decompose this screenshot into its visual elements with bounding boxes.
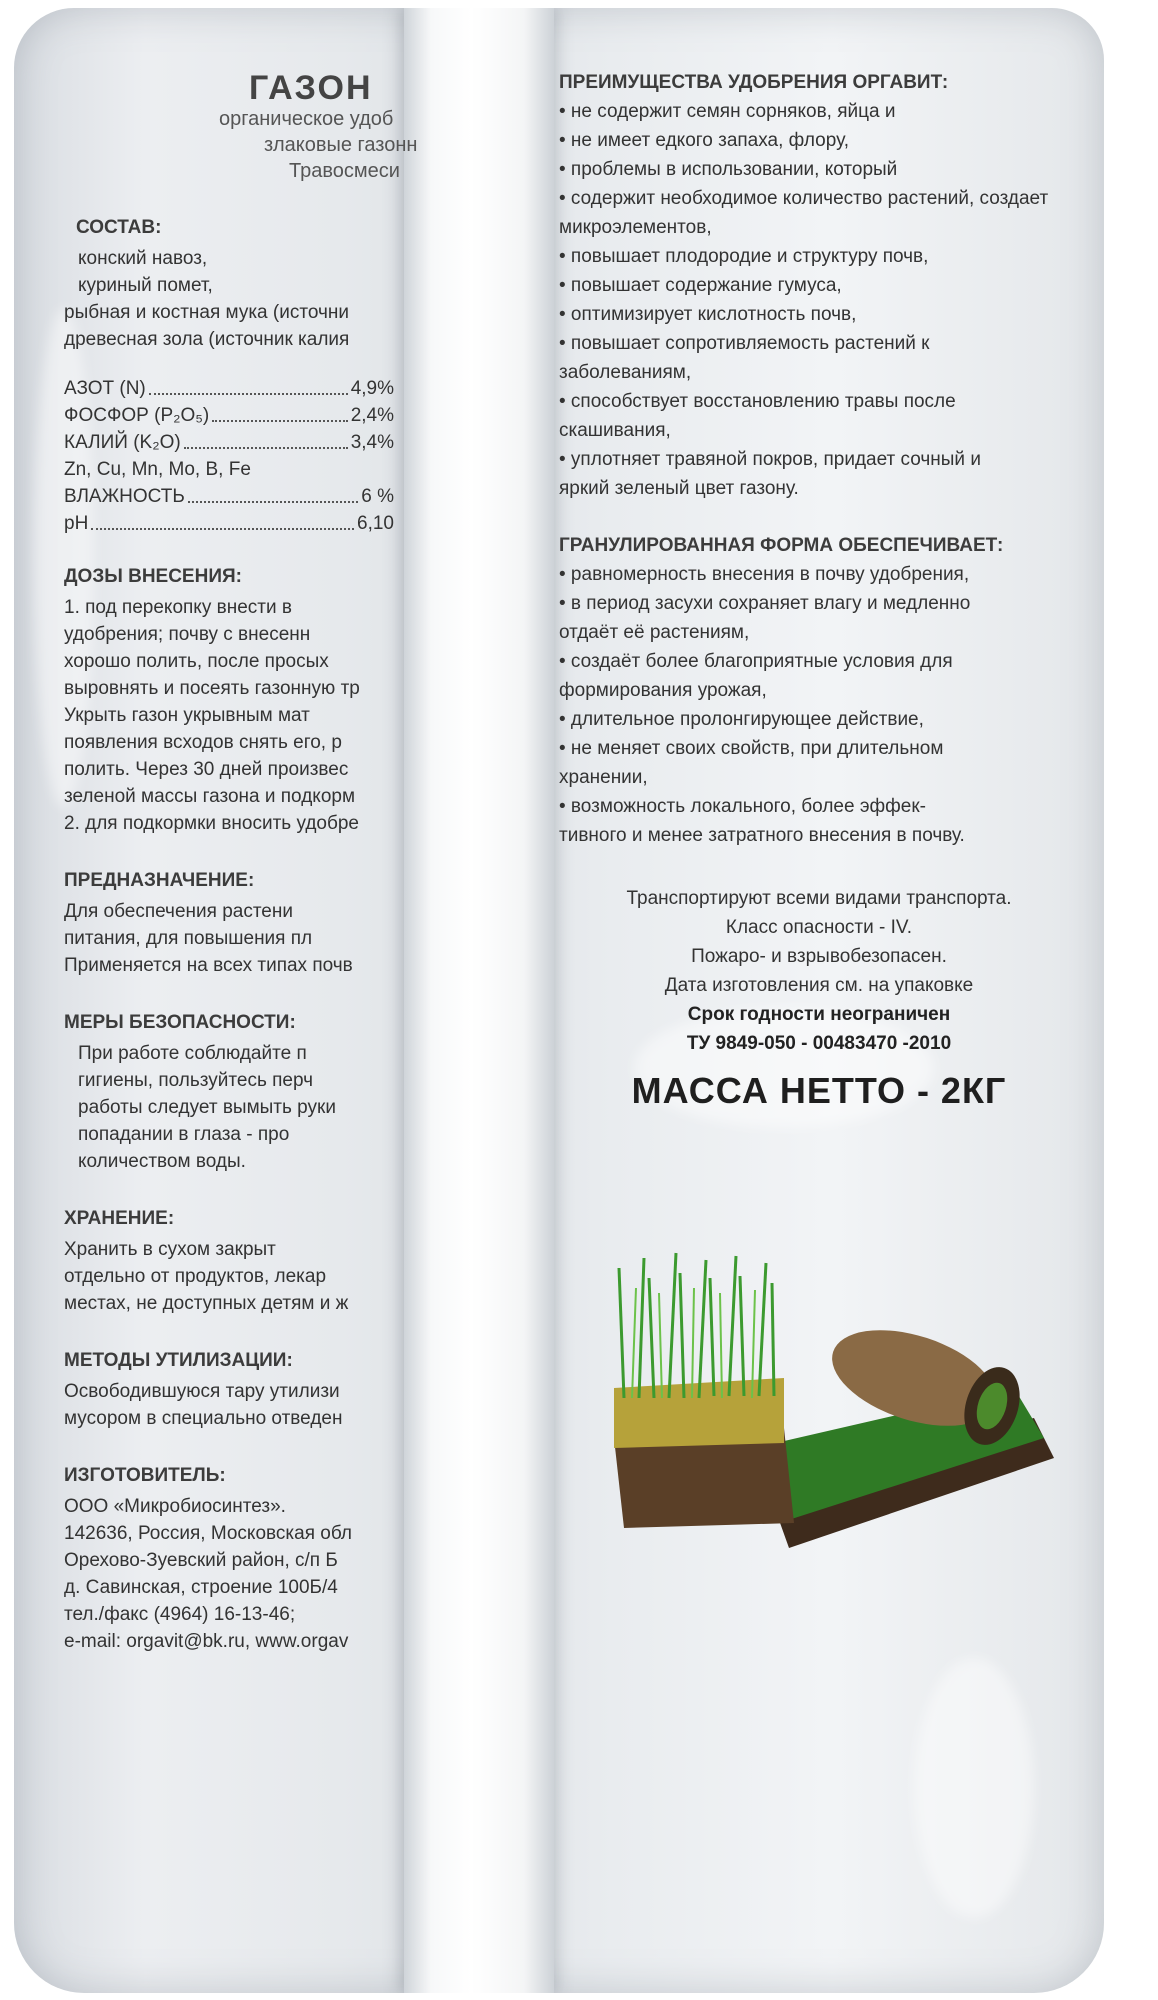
storage-heading: ХРАНЕНИЕ: — [64, 1208, 175, 1229]
doses-line: Укрыть газон укрывным мат — [64, 705, 310, 726]
bag-seam — [404, 8, 554, 1993]
manufacturer-line: 142636, Россия, Московская обл — [64, 1523, 352, 1544]
composition-item: древесная зола (источник калия — [64, 329, 350, 350]
granules-line: • не меняет своих свойств, при длительном — [559, 738, 944, 759]
disposal-heading: МЕТОДЫ УТИЛИЗАЦИИ: — [64, 1350, 293, 1371]
nutrient-value: 6 % — [361, 486, 394, 507]
advantages-line: • проблемы в использовании, который — [559, 159, 898, 180]
advantages-line: • повышает плодородие и структуру почв, — [559, 246, 929, 267]
purpose-line: Для обеспечения растени — [64, 901, 293, 922]
advantages-line: • повышает сопротивляемость растений к — [559, 333, 930, 354]
granules-line: • создаёт более благоприятные условия для — [559, 651, 953, 672]
advantages-line: • оптимизирует кислотность почв, — [559, 304, 857, 325]
doses-line: зеленой массы газона и подкорм — [64, 786, 356, 807]
advantages-heading: ПРЕИМУЩЕСТВА УДОБРЕНИЯ ОРГАВИТ: — [559, 72, 949, 93]
advantages-line: • уплотняет травяной покров, придает сочный и — [559, 449, 981, 470]
nutrient-name: КАЛИЙ (K₂O) — [64, 432, 181, 453]
manufacturer-line: тел./факс (4964) 16-13-46; — [64, 1604, 296, 1625]
product-info — [559, 884, 1079, 1111]
composition-item: куриный помет, — [78, 275, 213, 296]
storage-line: Хранить в сухом закрыт — [64, 1239, 276, 1260]
granules-line: отдаёт её растениям, — [559, 622, 750, 643]
manufacturer-line: e-mail: orgavit@bk.ru, www.orgav — [64, 1631, 349, 1652]
left-text-column — [64, 48, 418, 1655]
nutrient-name: АЗОТ (N) — [64, 378, 146, 399]
transport-text: Транспортируют всеми видами транспорта. — [626, 888, 1012, 909]
doses-line: появления всходов снять его, р — [64, 732, 342, 753]
advantages-line: • не содержит семян сорняков, яйца и — [559, 101, 896, 122]
advantages-line: • не имеет едкого запаха, флору, — [559, 130, 849, 151]
safety-line: количеством воды. — [78, 1151, 246, 1172]
nutrient-row — [64, 456, 414, 483]
granules-line: • в период засухи сохраняет влагу и медленно — [559, 593, 971, 614]
nutrient-name: Zn, Cu, Mn, Mo, B, Fe — [64, 459, 251, 480]
purpose-heading: ПРЕДНАЗНАЧЕНИЕ: — [64, 870, 255, 891]
granules-line: • длительное пролонгирующее действие, — [559, 709, 924, 730]
advantages-line: яркий зеленый цвет газону. — [559, 478, 799, 499]
advantages-line: • содержит необходимое количество растений, создает — [559, 188, 1049, 209]
granules-line: хранении, — [559, 767, 648, 788]
hazard-class: Класс опасности - IV. — [725, 917, 913, 938]
nutrient-row — [64, 429, 394, 456]
advantages-line: скашивания, — [559, 420, 671, 441]
manufacturer-heading: ИЗГОТОВИТЕЛЬ: — [64, 1465, 226, 1486]
nutrient-value: 2,4% — [350, 405, 394, 426]
advantages-line: • способствует восстановлению травы после — [559, 391, 956, 412]
storage-line: местах, не доступных детям и ж — [64, 1293, 349, 1314]
granules-line: формирования урожая, — [559, 680, 767, 701]
composition-heading: СОСТАВ: — [76, 217, 162, 238]
nutrient-name: ФОСФОР (P₂O₅) — [64, 405, 210, 426]
advantages-line: заболеваниям, — [559, 362, 692, 383]
safety-line: гигиены, пользуйтесь перч — [78, 1070, 314, 1091]
disposal-line: мусором в специально отведен — [64, 1408, 343, 1429]
manufacturer-line: Орехово-Зуевский район, с/п Б — [64, 1550, 338, 1571]
purpose-line: питания, для повышения пл — [64, 928, 313, 949]
nutrient-row — [64, 402, 394, 429]
doses-line: удобрения; почву с внесенн — [64, 624, 311, 645]
safety-line: попадании в глаза - про — [78, 1124, 290, 1145]
granules-line: • равномерность внесения в почву удобрения, — [559, 564, 970, 585]
nutrient-value: 3,4% — [350, 432, 394, 453]
disposal-line: Освободившуюся тару утилизи — [64, 1381, 340, 1402]
manufacture-date: Дата изготовления см. на упаковке — [664, 975, 974, 996]
doses-line: полить. Через 30 дней произвес — [64, 759, 349, 780]
doses-line: 1. под перекопку внести в — [64, 597, 292, 618]
safety-line: работы следует вымыть руки — [78, 1097, 336, 1118]
doses-heading: ДОЗЫ ВНЕСЕНИЯ: — [64, 566, 242, 587]
advantages-line: • повышает содержание гумуса, — [559, 275, 842, 296]
doses-line: 2. для подкормки вносить удобре — [64, 813, 360, 834]
granules-line: • возможность локального, более эффек- — [559, 796, 926, 817]
fire-safety: Пожаро- и взрывобезопасен. — [691, 946, 947, 967]
nutrient-name: ВЛАЖНОСТЬ — [64, 486, 185, 507]
nutrient-value: 6,10 — [357, 513, 394, 534]
manufacturer-line: д. Савинская, строение 100Б/4 — [64, 1577, 338, 1598]
purpose-line: Применяется на всех типах почв — [64, 955, 353, 976]
nutrient-table — [64, 375, 414, 537]
bag-wrinkle — [914, 1658, 1034, 1918]
safety-line: При работе соблюдайте п — [78, 1043, 307, 1064]
tu-code: ТУ 9849-050 - 00483470 -2010 — [686, 1033, 952, 1054]
storage-line: отдельно от продуктов, лекар — [64, 1266, 327, 1287]
brand-subtitle: органическое удоб — [219, 108, 394, 130]
right-text-column — [559, 68, 1079, 1111]
nutrient-name: pH — [64, 513, 89, 534]
nutrient-row — [64, 375, 394, 402]
fertilizer-bag — [14, 8, 1104, 1993]
shelf-life: Срок годности неограничен — [687, 1004, 951, 1025]
composition-item: конский навоз, — [78, 248, 208, 269]
nutrient-row — [64, 483, 394, 510]
composition-item: рыбная и костная мука (источни — [64, 302, 349, 323]
advantages-line: микроэлементов, — [559, 217, 712, 238]
nutrient-value: 4,9% — [350, 378, 394, 399]
doses-line: хорошо полить, после просых — [64, 651, 329, 672]
nutrient-row — [64, 510, 394, 537]
safety-heading: МЕРЫ БЕЗОПАСНОСТИ: — [64, 1012, 296, 1033]
granules-heading: ГРАНУЛИРОВАННАЯ ФОРМА ОБЕСПЕЧИВАЕТ: — [559, 535, 1004, 556]
grass-blades — [619, 1253, 774, 1398]
net-weight: МАССА НЕТТО - 2КГ — [631, 1070, 1007, 1111]
brand-title: ГАЗОН — [249, 69, 373, 107]
manufacturer-line: ООО «Микробиосинтез». — [64, 1496, 286, 1517]
lawn-turf-image — [614, 1248, 1064, 1568]
brand-subtitle: злаковые газонн — [264, 134, 418, 156]
brand-subtitle: Травосмеси — [289, 160, 400, 182]
granules-line: тивного и менее затратного внесения в почву. — [559, 825, 965, 846]
doses-line: выровнять и посеять газонную тр — [64, 678, 360, 699]
